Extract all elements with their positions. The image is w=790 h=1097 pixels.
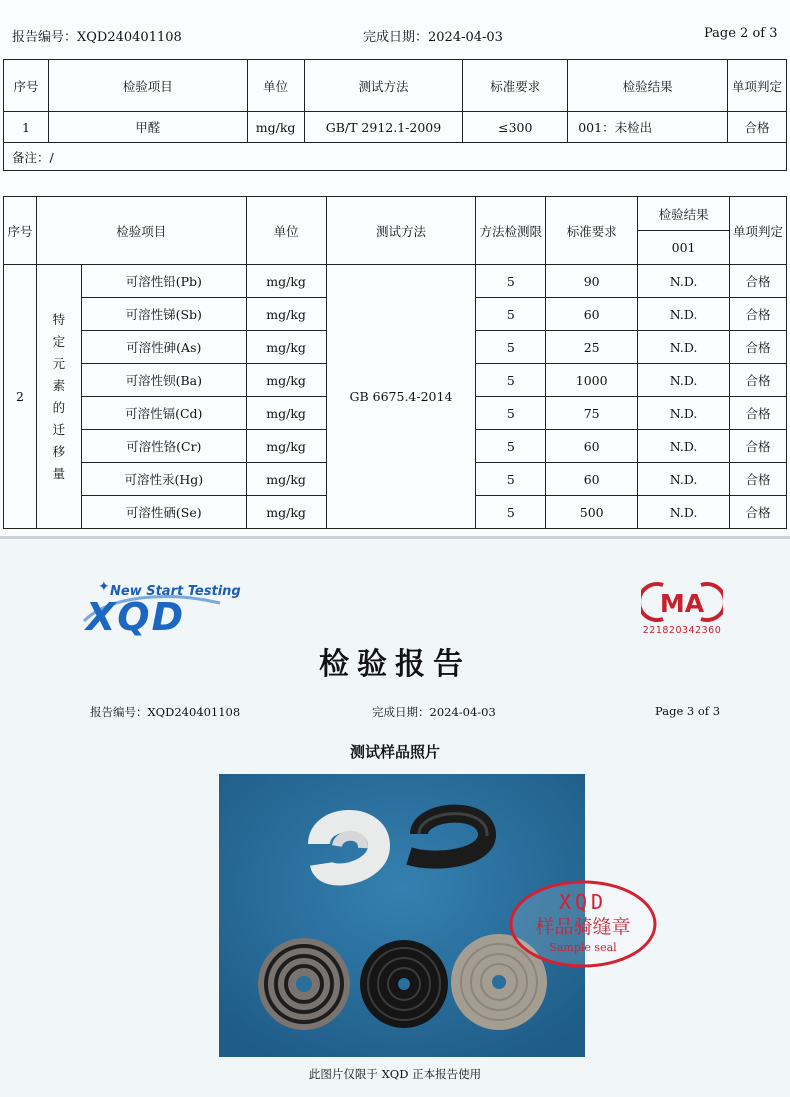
cell: 可溶性砷(As) [81,331,246,364]
cma-number: 221820342360 [642,625,722,636]
cell: N.D. [638,298,730,331]
completion-date: 完成日期：2024-04-03 [363,30,503,45]
cell: 合格 [730,496,787,529]
note-cell: 备注：/ [4,143,787,171]
header-cell: 单项判定 [730,197,787,265]
group-name-cell [36,265,81,529]
cell: mg/kg [246,496,326,529]
cma-mark [641,579,723,639]
header-cell: 标准要求 [463,60,568,112]
cell: 5 [476,397,546,430]
cell: 5 [476,298,546,331]
page-number: Page 2 of 3 [704,26,778,41]
header-cell: 单项判定 [728,60,787,112]
cell: mg/kg [246,463,326,496]
cell: mg/kg [246,331,326,364]
cell: 001：未检出 [568,112,728,143]
photo-caption: 此图片仅限于 XQD 正本报告使用 [308,1067,482,1081]
cell: N.D. [638,364,730,397]
cell: 25 [546,331,638,364]
black-foam-roll [360,940,448,1028]
report-number: 报告编号：XQD240401108 [90,705,241,719]
cell: 5 [476,496,546,529]
note-row [4,143,787,171]
cell: mg/kg [246,364,326,397]
cell: 5 [476,430,546,463]
cell: 1 [4,112,49,143]
header-cell: 检验结果 [568,60,728,112]
report-number: 报告编号：XQD240401108 [12,30,182,45]
cell: mg/kg [246,430,326,463]
formaldehyde-table [3,59,787,171]
cell: 60 [546,463,638,496]
cell: mg/kg [246,397,326,430]
cell: 合格 [730,364,787,397]
logo-wordmark: XQD [86,595,186,639]
header-cell: 方法检测限 [476,197,546,265]
cell: 合格 [730,265,787,298]
cell: 可溶性镉(Cd) [81,397,246,430]
cell: 可溶性硒(Se) [81,496,246,529]
cell: N.D. [638,496,730,529]
cell: 可溶性铬(Cr) [81,430,246,463]
cell: N.D. [638,331,730,364]
photo-section-title: 测试样品照片 [349,743,440,761]
cell: 5 [476,265,546,298]
cell: 5 [476,364,546,397]
cell: 60 [546,430,638,463]
cell: 5 [476,463,546,496]
table-header-row [4,60,787,112]
report-page-3 [0,536,790,1097]
table-row [4,112,787,143]
cell: 90 [546,265,638,298]
group-number-cell: 2 [4,265,37,529]
group-name: 特定元素的迁移量 [52,311,66,481]
xqd-logo [80,579,241,639]
method-cell: GB 6675.4-2014 [326,265,476,529]
cell: 1000 [546,364,638,397]
cma-text: MA [659,589,705,618]
header-cell: 单位 [247,60,304,112]
cell: 合格 [730,397,787,430]
page-number: Page 3 of 3 [655,704,721,718]
cell: 甲醛 [48,112,247,143]
header-cell: 测试方法 [326,197,476,265]
star-icon: ✦ [98,579,110,595]
cell: N.D. [638,397,730,430]
cell: GB/T 2912.1-2009 [304,112,463,143]
report-page-2 [0,0,790,536]
cell: N.D. [638,430,730,463]
cell: 合格 [730,298,787,331]
cell: 75 [546,397,638,430]
cma-icon [641,579,723,625]
header-cell: 检验项目 [48,60,247,112]
grey-black-foam-roll [258,938,350,1030]
logo-tagline: New Start Testing [110,584,241,599]
seal-line-2: 样品骑缝章 [535,916,631,938]
cell: ≤300 [463,112,568,143]
seal-icon [508,879,658,969]
cell: mg/kg [246,298,326,331]
cell: 合格 [728,112,787,143]
header-cell: 检验项目 [36,197,246,265]
header-cell: 检验结果 [638,197,730,231]
cell: 合格 [730,331,787,364]
cell: 合格 [730,430,787,463]
cell: 可溶性汞(Hg) [81,463,246,496]
cell: 60 [546,298,638,331]
header-cell: 测试方法 [304,60,463,112]
cell: N.D. [638,265,730,298]
report-title: 检验报告 [319,647,471,682]
cell: 可溶性锑(Sb) [81,298,246,331]
cell: 500 [546,496,638,529]
header-cell: 单位 [246,197,326,265]
cell: 可溶性钡(Ba) [81,364,246,397]
sample-id-cell: 001 [638,231,730,265]
completion-date: 完成日期：2024-04-03 [372,705,496,719]
cell: 合格 [730,463,787,496]
header-cell: 序号 [4,197,37,265]
table-header-row [4,197,787,231]
table-row [4,265,787,298]
cell: 5 [476,331,546,364]
cell: 可溶性铅(Pb) [81,265,246,298]
cell: mg/kg [246,265,326,298]
header-cell: 序号 [4,60,49,112]
element-migration-table [3,196,787,529]
header-cell: 标准要求 [546,197,638,265]
seal-line-3: Sample seal [549,941,617,954]
seal-line-1: XQD [558,890,608,914]
cell: N.D. [638,463,730,496]
cell: mg/kg [247,112,304,143]
sample-seal-stamp [508,879,658,969]
